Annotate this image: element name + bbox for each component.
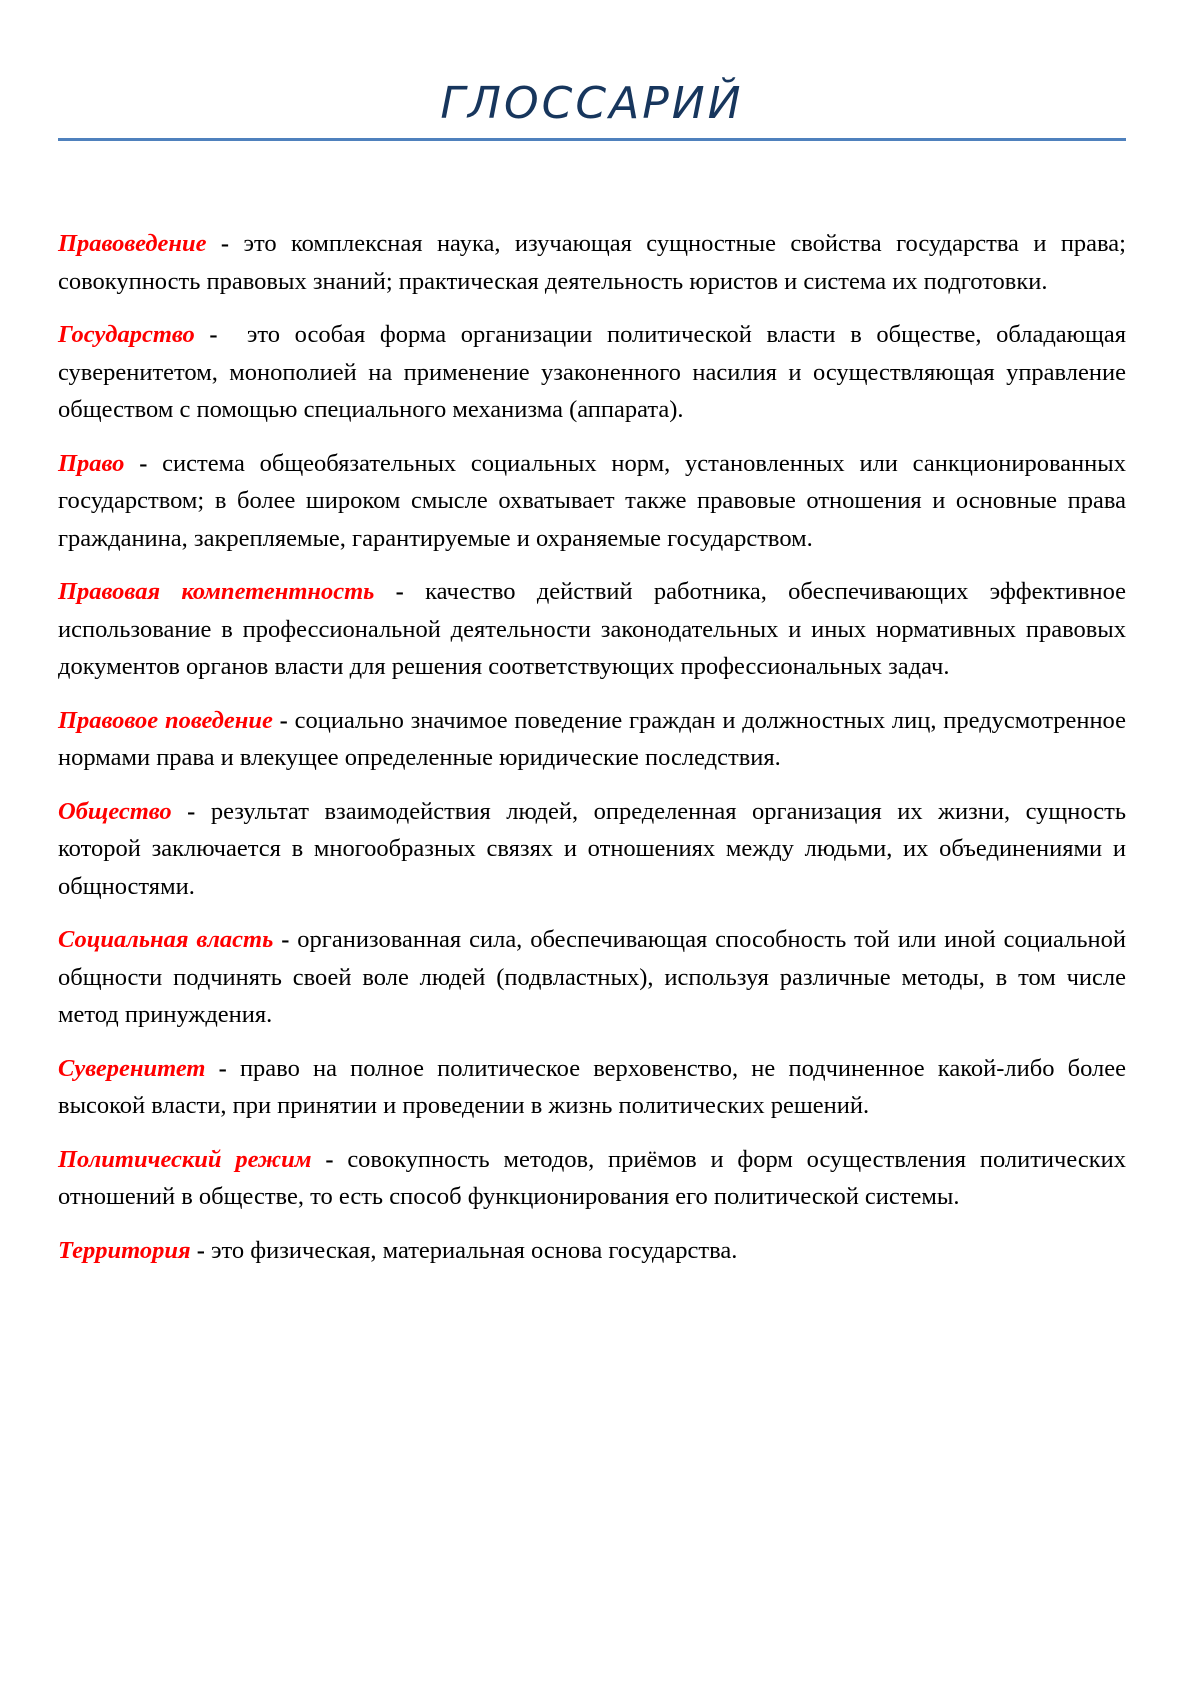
glossary-term: Правовая компетентность (58, 578, 375, 605)
glossary-term: Социальная власть (58, 926, 274, 953)
page-title: ГЛОССАРИЙ (440, 78, 744, 129)
glossary-term: Политический режим (58, 1145, 312, 1173)
glossary-entry (58, 1050, 1126, 1125)
title-underline (58, 138, 1126, 141)
glossary-term: Суверенитет (58, 1054, 206, 1082)
term-separator: - (311, 1145, 348, 1173)
glossary-entry (58, 225, 1126, 300)
glossary-entry (58, 793, 1126, 906)
term-separator: - (190, 1236, 211, 1264)
term-separator: - (272, 706, 295, 734)
glossary-definition: право на полное политическое верховенство, не подчиненное какой-либо более высокой власти, при принятии и проведении в жизнь политических решений. (58, 1054, 1126, 1119)
glossary-entry (58, 702, 1126, 777)
term-separator: - (124, 449, 163, 477)
glossary-entry (58, 445, 1126, 558)
glossary-term: Общество (58, 797, 172, 825)
glossary-definition: организованная сила, обеспечивающая способность той или иной социальной общности подчинять своей воле людей (подвластных), используя различные методы, в том числе метод принуждения. (58, 926, 1126, 1028)
term-separator: - (205, 1054, 240, 1082)
glossary-list (58, 225, 1126, 1285)
glossary-entry (58, 316, 1126, 429)
glossary-definition: совокупность методов, приёмов и форм осуществления политических отношений в обществе, то есть способ функционирования его политической системы. (58, 1145, 1126, 1210)
glossary-definition: результат взаимодействия людей, определенная организация их жизни, сущность которой заключается в многообразных связях и отношениях между людьми, их объединениями и общностями. (58, 797, 1126, 900)
glossary-term: Право (58, 449, 125, 477)
glossary-definition: это комплексная наука, изучающая сущностные свойства государства и права; совокупность правовых знаний; практическая деятельность юристов и система их подготовки. (58, 230, 1126, 295)
glossary-definition: это физическая, материальная основа государства. (210, 1236, 738, 1264)
glossary-term: Территория (58, 1236, 191, 1264)
glossary-term: Правоведение (58, 230, 207, 257)
term-separator: - (194, 321, 233, 348)
term-separator: - (206, 230, 244, 257)
glossary-entry (58, 921, 1126, 1034)
glossary-entry (58, 573, 1126, 686)
term-separator: - (273, 926, 298, 953)
glossary-definition: социально значимое поведение граждан и должностных лиц, предусмотренное нормами права и влекущее определенные юридические последствия. (58, 706, 1126, 771)
glossary-definition: это особая форма организации политической власти в обществе, обладающая суверенитетом, монополией на применение узаконенного насилия и осуществляющая управление обществом с помощью специального механизма (аппарата). (58, 321, 1126, 423)
glossary-term: Государство (58, 321, 195, 348)
glossary-definition: качество действий работника, обеспечивающих эффективное использование в профессиональной деятельности законодательных и иных нормативных правовых документов органов власти для решения соответствующих профессиональных задач. (58, 578, 1127, 680)
glossary-definition: система общеобязательных социальных норм, установленных или санкционированных государством; в более широком смысле охватывает также правовые отношения и основные права гражданина, закрепляемые, гарантируемые и охраняемые государством. (58, 449, 1126, 552)
glossary-entry (58, 1141, 1126, 1216)
term-separator: - (374, 578, 426, 605)
glossary-term: Правовое поведение (58, 706, 273, 734)
term-separator: - (171, 797, 211, 825)
glossary-entry (58, 1232, 1126, 1270)
